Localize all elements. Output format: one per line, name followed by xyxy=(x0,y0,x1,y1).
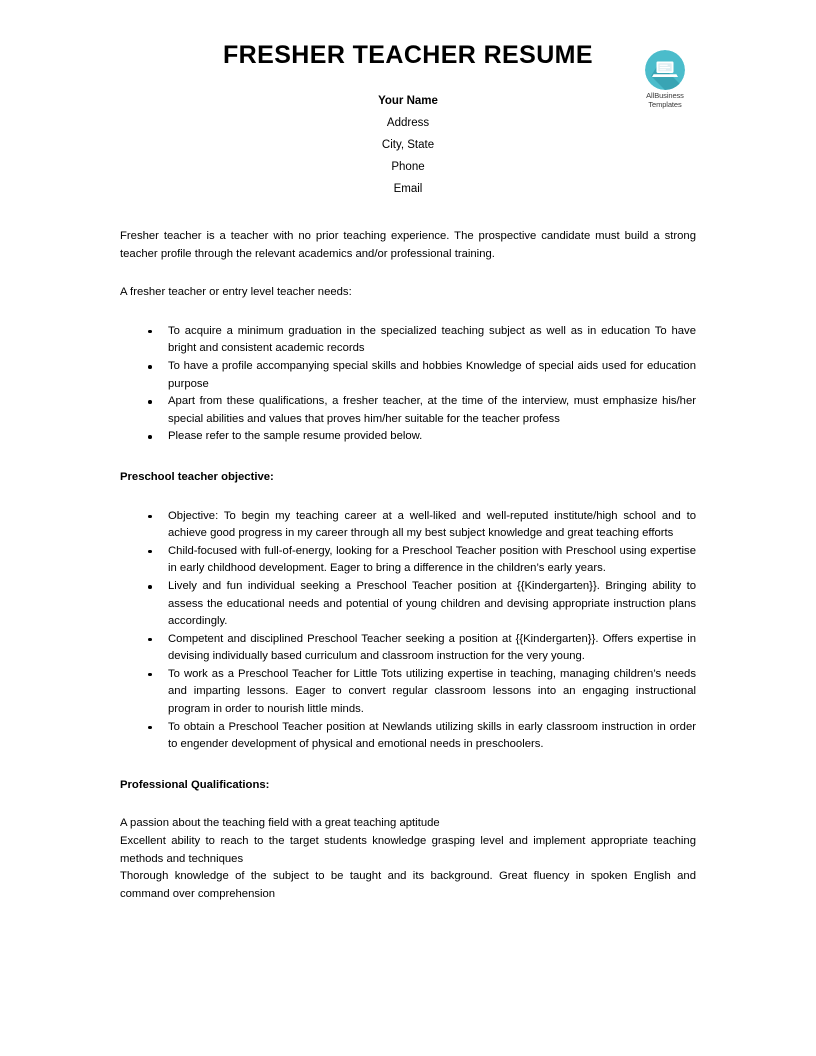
qualification-paragraph-1: A passion about the teaching field with a great teaching aptitude xyxy=(120,817,440,830)
qualifications-section-heading: Professional Qualifications: xyxy=(120,778,270,791)
list-item: To acquire a minimum graduation in the specialized teaching subject as well as in education To have bright and consistent academic records xyxy=(120,323,696,358)
spacer xyxy=(120,754,696,777)
spacer xyxy=(120,487,696,508)
logo-caption-line-2: Templates xyxy=(648,100,682,109)
document-body xyxy=(120,228,696,903)
contact-city-state: City, State xyxy=(381,139,435,151)
logo-caption-line-1: AllBusiness xyxy=(646,91,684,100)
list-item: Apart from these qualifications, a fresher teacher, at the time of the interview, must emphasize his/her special abilities and values that proves him/her suitable for the teacher profess xyxy=(120,393,696,428)
intro-paragraph-1: Fresher teacher is a teacher with no prior teaching experience. The prospective candidate must build a strong teacher profile through the relevant academics and/or professional training. xyxy=(120,230,696,260)
page-title: FRESHER TEACHER RESUME xyxy=(223,41,593,69)
spacer xyxy=(120,263,696,284)
intro-paragraph-2: A fresher teacher or entry level teacher needs: xyxy=(120,286,352,299)
spacer xyxy=(120,302,696,323)
contact-address: Address xyxy=(386,117,430,129)
list-item: Objective: To begin my teaching career at a well-liked and well-reputed institute/high school and to achieve good progress in my career through all my best subject knowledge and great teaching efforts xyxy=(120,508,696,543)
objective-bullet-list xyxy=(120,508,696,754)
list-item: Competent and disciplined Preschool Teacher seeking a position at {{Kindergarten}}. Offers expertise in devising individually based curriculum and classroom instruction for the very young. xyxy=(120,631,696,666)
needs-bullet-list xyxy=(120,323,696,446)
list-item: Please refer to the sample resume provided below. xyxy=(120,428,696,446)
spacer xyxy=(120,446,696,469)
laptop-icon xyxy=(645,50,685,90)
objective-section-heading: Preschool teacher objective: xyxy=(120,470,274,483)
list-item: To obtain a Preschool Teacher position at Newlands utilizing skills in early classroom instruction in order to engender development of physical and emotional needs in preschoolers. xyxy=(120,719,696,754)
contact-name: Your Name xyxy=(378,95,438,107)
list-item: Child-focused with full-of-energy, looking for a Preschool Teacher position with Preschool using expertise in early childhood development. Eager to bring a difference in the children’s early years. xyxy=(120,543,696,578)
contact-phone: Phone xyxy=(391,161,425,173)
list-item: Lively and fun individual seeking a Preschool Teacher position at {{Kindergarten}}. Bringing ability to assess the educational needs and potential of young children and devising appropriate instruction plans accordingly. xyxy=(120,578,696,631)
contact-block xyxy=(0,90,816,200)
contact-email: Email xyxy=(393,183,423,195)
spacer xyxy=(120,794,696,815)
qualification-paragraph-3: Thorough knowledge of the subject to be taught and its background. Great fluency in spoken English and command over comprehension xyxy=(120,870,696,900)
qualification-paragraph-2: Excellent ability to reach to the target students knowledge grasping level and implement appropriate teaching methods and techniques xyxy=(120,835,696,865)
list-item: To work as a Preschool Teacher for Little Tots utilizing expertise in teaching, managing children’s needs and imparting lessons. Eager to convert regular classroom lessons into an engaging instructional program in order to nourish little minds. xyxy=(120,666,696,719)
list-item: To have a profile accompanying special skills and hobbies Knowledge of special aids used for education purpose xyxy=(120,358,696,393)
